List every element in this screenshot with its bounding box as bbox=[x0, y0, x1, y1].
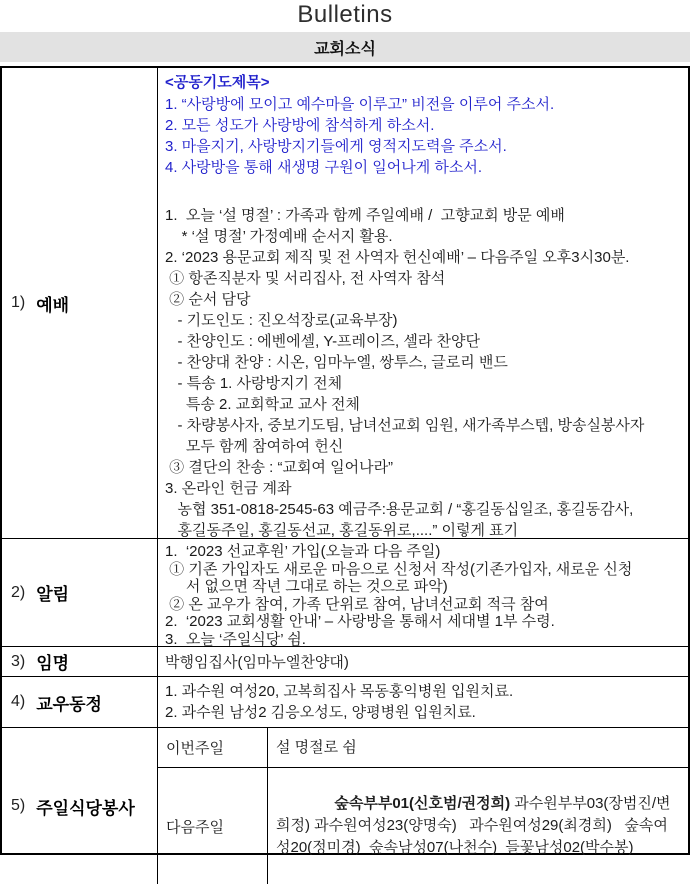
notice-content-cell bbox=[158, 539, 688, 646]
text-line: 홍길동주일, 홍길동선교, 홍길동위로,....” 이렇게 표기 bbox=[165, 522, 519, 538]
prayer-section bbox=[165, 72, 681, 178]
next-week-lead-names: 숲속부부01(신호범/권정희) bbox=[334, 795, 511, 812]
this-week-period-cell bbox=[158, 728, 268, 767]
text-line: - 특송 1. 사랑방지기 전체 bbox=[165, 375, 343, 392]
page-title: Bulletins bbox=[297, 1, 393, 28]
text-line: 2. ‘2023 교회생활 안내’ – 사랑방을 통해서 세대별 1부 수령. bbox=[165, 613, 555, 630]
member-news-label-cell bbox=[2, 677, 158, 727]
section-header-label: 교회소식 bbox=[314, 40, 376, 58]
row-appointment bbox=[2, 646, 688, 676]
section-header-bar bbox=[0, 32, 690, 62]
text-line: 3. 마을지기, 사랑방지기들에게 영적지도력을 주소서. bbox=[165, 138, 507, 155]
cafeteria-subtable bbox=[158, 728, 688, 884]
text-line: - 차량봉사자, 중보기도팀, 남녀선교회 임원, 새가족부스텝, 방송실봉사자 bbox=[165, 417, 645, 434]
text-line: ② 온 교우가 참여, 가족 단위로 참여, 남녀선교회 적극 참여 bbox=[165, 595, 549, 613]
row-notice bbox=[2, 538, 688, 646]
text-line: ① 기존 가입자도 새로운 마음으로 신청서 작성(기존가입자, 새로운 신청 bbox=[165, 560, 633, 578]
next-week-content-cell bbox=[268, 768, 688, 884]
row-label: 주일식당봉사 bbox=[36, 798, 135, 818]
text-line: 1. ‘2023 선교후원’ 가입(오늘과 다음 주일) bbox=[165, 543, 441, 560]
period-label: 이번주일 bbox=[166, 740, 224, 757]
next-week-rest-names: 과수원부부03(장범진/변희정) 과수원여성23(양명숙) 과수원여성29(최경희) 숲속여성20(정미경) 숲속남성07(나천수) 들꽃남성02(박수봉) bbox=[276, 795, 671, 856]
text-line: 2. 과수원 남성2 김응오성도, 양평병원 입원치료. bbox=[165, 704, 476, 721]
prayer-lines bbox=[165, 94, 681, 178]
text-line: - 찬양인도 : 에벤에셀, Y-프레이즈, 셀라 찬양단 bbox=[165, 333, 480, 350]
text-line: 2. ‘2023 용문교회 제직 및 전 사역자 헌신예배’ – 다음주일 오후3시30분. bbox=[165, 249, 630, 266]
text-line: ② 순서 담당 bbox=[165, 291, 251, 308]
text-line: 서 없으면 작년 그대로 하는 것으로 파악) bbox=[165, 578, 448, 595]
member-news-lines bbox=[165, 681, 681, 723]
row-label: 알림 bbox=[36, 585, 70, 604]
text-line: 특송 2. 교회학교 교사 전체 bbox=[165, 396, 360, 413]
text-line: ① 항존직분자 및 서리집사, 전 사역자 참석 bbox=[165, 270, 446, 287]
member-news-content-cell bbox=[158, 677, 688, 727]
worship-notes bbox=[165, 205, 681, 538]
this-week-row bbox=[158, 728, 688, 767]
next-week-period-cell bbox=[158, 768, 268, 884]
period-label: 다음주일 bbox=[166, 818, 224, 836]
row-number: 1) bbox=[11, 294, 26, 311]
text-line: 1. 과수원 여성20, 고복희집사 목동홍익병원 입원치료. bbox=[165, 683, 514, 700]
text-line: 3. 오늘 ‘주일식당’ 쉼. bbox=[165, 630, 306, 646]
appointment-label-cell bbox=[2, 647, 158, 676]
worship-content-cell bbox=[158, 68, 688, 538]
notice-label-cell bbox=[2, 539, 158, 646]
appointment-content-cell bbox=[158, 647, 688, 676]
blank-spacer bbox=[165, 178, 681, 205]
row-number: 2) bbox=[11, 583, 26, 601]
text-line: 2. 모든 성도가 사랑방에 참석하게 하소서. bbox=[165, 117, 435, 134]
row-member-news bbox=[2, 676, 688, 727]
row-worship bbox=[2, 68, 688, 538]
cafeteria-label-cell bbox=[2, 728, 158, 884]
row-label: 임명 bbox=[36, 654, 70, 673]
notice-lines bbox=[165, 543, 681, 646]
text-line: 4. 사랑방을 통해 새생명 구원이 일어나게 하소서. bbox=[165, 159, 482, 176]
next-week-text bbox=[276, 771, 680, 881]
worship-label-cell bbox=[2, 68, 158, 538]
this-week-content-cell bbox=[268, 728, 688, 767]
row-label: 교우동정 bbox=[36, 694, 102, 714]
text-line: - 찬양대 찬양 : 시온, 임마누엘, 쌍투스, 글로리 밴드 bbox=[165, 354, 508, 371]
text-line: - 기도인도 : 진오석장로(교육부장) bbox=[165, 312, 398, 329]
text-line: * ‘설 명절’ 가정예배 순서지 활용. bbox=[165, 228, 393, 245]
bulletin-table bbox=[0, 66, 690, 855]
row-number: 5) bbox=[11, 797, 26, 814]
text-line: 농협 351-0818-2545-63 예금주:용문교회 / “홍길동십일조, 홍길동감사, bbox=[165, 501, 634, 518]
prayer-heading: <공동기도제목> bbox=[165, 74, 270, 91]
text-line: ③ 결단의 찬송 : “교회여 일어나라” bbox=[165, 459, 394, 476]
row-label: 예배 bbox=[36, 295, 70, 315]
this-week-text: 설 명절로 쉼 bbox=[276, 738, 357, 756]
text-line: 1. “사랑방에 모이고 예수마을 이루고” 비전을 이루어 주소서. bbox=[165, 96, 555, 113]
row-cafeteria-duty bbox=[2, 727, 688, 884]
row-number: 3) bbox=[11, 652, 26, 670]
text-line: 3. 온라인 헌금 계좌 bbox=[165, 480, 292, 497]
appointment-text: 박행임집사(임마누엘찬양대) bbox=[165, 654, 349, 671]
row-number: 4) bbox=[11, 693, 26, 710]
next-week-row bbox=[158, 767, 688, 884]
text-line: 1. 오늘 ‘설 명절’ : 가족과 함께 주일예배 / 고향교회 방문 예배 bbox=[165, 207, 565, 224]
text-line: 모두 함께 참여하여 헌신 bbox=[165, 438, 344, 455]
